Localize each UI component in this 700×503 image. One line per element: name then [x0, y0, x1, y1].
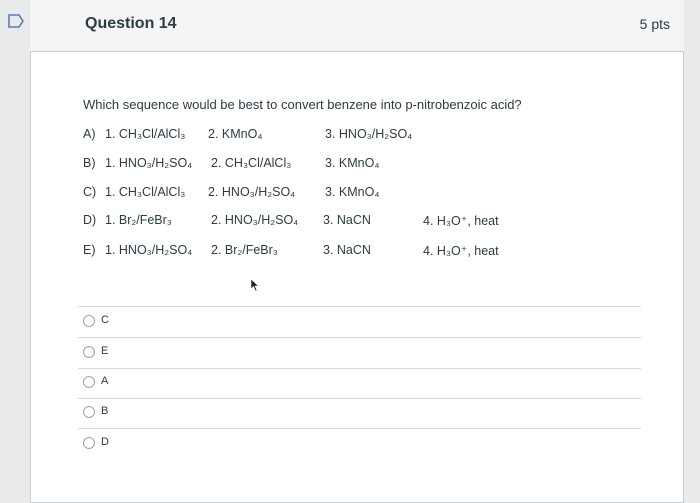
sequence-step-3: 3. NaCN [323, 213, 371, 227]
sequence-step-1: 1. HNO₃/H₂SO₄ [105, 156, 193, 170]
question-title: Question 14 [85, 15, 177, 32]
sequence-step-3: 3. HNO₃/H₂SO₄ [325, 127, 413, 141]
question-points: 5 pts [639, 16, 670, 32]
sequence-step-2: 2. HNO₃/H₂SO₄ [208, 185, 296, 199]
sequence-step-1: 1. CH₃Cl/AlCl₃ [105, 185, 186, 199]
question-card [30, 52, 684, 503]
answer-divider [78, 337, 641, 338]
sequence-step-4: 4. H₃O⁺, heat [423, 214, 499, 228]
sequence-step-1: 1. CH₃Cl/AlCl₃ [105, 127, 186, 141]
answer-label: E [101, 345, 109, 357]
mouse-pointer-icon [250, 278, 260, 292]
sequence-letter: A) [83, 127, 96, 141]
radio-button[interactable] [83, 315, 95, 327]
sequence-letter: D) [83, 213, 97, 227]
sequence-letter: B) [83, 156, 96, 170]
answer-label: A [101, 375, 109, 387]
radio-button[interactable] [83, 437, 95, 449]
sequence-step-1: 1. Br₂/FeBr₃ [105, 213, 172, 227]
answer-label: B [101, 405, 109, 417]
sequence-step-2: 2. CH₃Cl/AlCl₃ [211, 156, 292, 170]
bookmark-flag-icon[interactable] [8, 14, 24, 28]
answer-divider [78, 306, 641, 307]
answer-divider [78, 398, 641, 399]
sequence-step-3: 3. KMnO₄ [325, 156, 380, 170]
answer-label: C [101, 314, 109, 326]
question-header [30, 0, 684, 52]
sequence-step-1: 1. HNO₃/H₂SO₄ [105, 243, 193, 257]
radio-button[interactable] [83, 346, 95, 358]
sequence-step-2: 2. HNO₃/H₂SO₄ [211, 213, 299, 227]
radio-button[interactable] [83, 406, 95, 418]
answer-label: D [101, 436, 109, 448]
question-prompt: Which sequence would be best to convert benzene into p-nitrobenzoic acid? [83, 97, 522, 112]
sequence-letter: E) [83, 243, 96, 257]
sequence-step-2: 2. KMnO₄ [208, 127, 263, 141]
answer-divider [78, 428, 641, 429]
answer-divider [78, 368, 641, 369]
sequence-step-3: 3. KMnO₄ [325, 185, 380, 199]
sequence-letter: C) [83, 185, 97, 199]
sequence-step-3: 3. NaCN [323, 243, 371, 257]
sequence-step-2: 2. Br₂/FeBr₃ [211, 243, 278, 257]
radio-button[interactable] [83, 376, 95, 388]
sequence-step-4: 4. H₃O⁺, heat [423, 244, 499, 258]
